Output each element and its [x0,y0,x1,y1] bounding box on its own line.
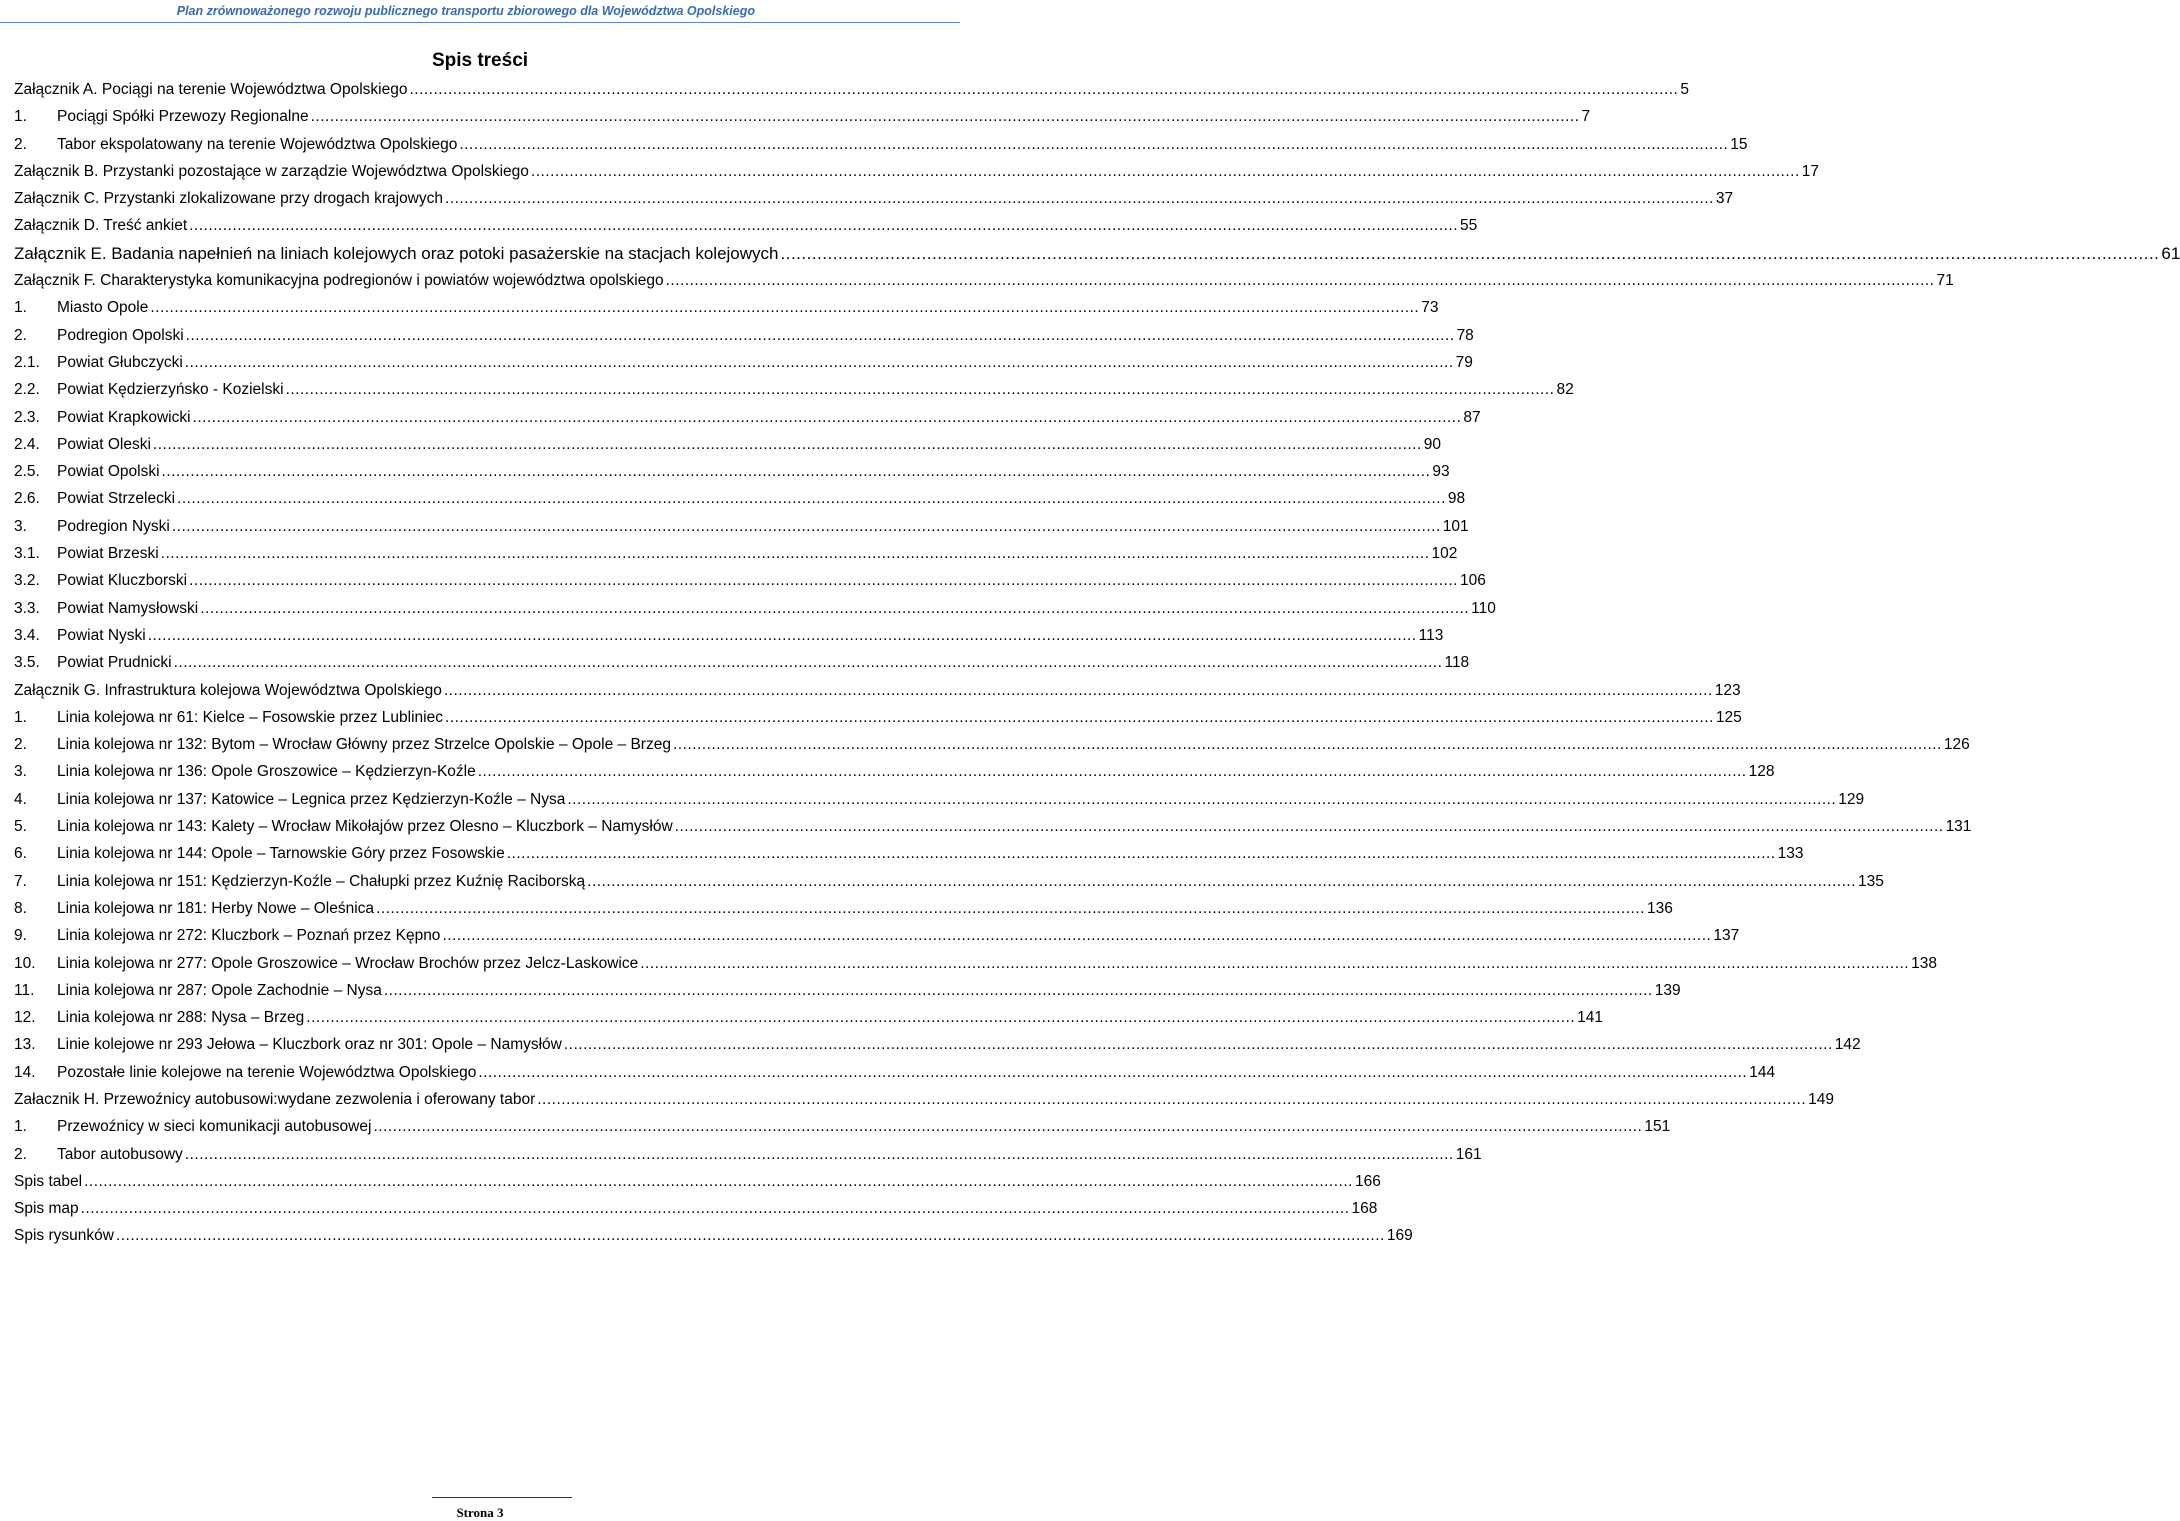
toc-entry-page: 144 [1749,1063,1776,1081]
toc-entry-number: 11. [14,981,35,999]
toc-dot-leader [151,431,1424,458]
toc-entry-title: Powiat Brzeski [57,545,159,563]
toc-entry[interactable] [14,1031,1861,1058]
toc-entry[interactable] [14,813,1972,840]
toc-entry-title: Powiat Kędzierzyńsko - Kozielski [57,381,284,399]
toc-dot-leader [191,404,1464,431]
toc-entry[interactable] [14,1168,1381,1195]
toc-dot-leader [309,103,1582,130]
toc-entry[interactable] [14,267,1954,294]
toc-entry-number: 3. [14,517,27,535]
header-divider [0,22,960,23]
toc-entry-number: 12. [14,1009,36,1027]
toc-entry-page: 123 [1714,681,1741,699]
toc-entry-page: 139 [1654,981,1681,999]
toc-entry-number: 2. [14,135,27,153]
toc-entry-page: 113 [1418,626,1444,644]
toc-entry[interactable] [14,131,1748,158]
toc-entry-title: Miasto Opole [57,299,149,317]
toc-entry-number: 3.1. [14,545,40,563]
toc-entry-page: 82 [1556,381,1574,399]
toc-entry[interactable] [14,595,1496,622]
toc-dot-leader [304,1004,1577,1031]
page-header [0,0,960,30]
toc-entry[interactable] [14,349,1473,376]
toc-entry[interactable] [14,1004,1604,1031]
toc-entry[interactable] [14,1086,1834,1113]
toc-entry[interactable] [14,677,1741,704]
toc-entry-number: 13. [14,1036,36,1054]
toc-entry-page: 126 [1943,736,1970,754]
toc-entry-number: 10. [14,954,36,972]
toc-dot-leader [184,322,1457,349]
toc-dot-leader [198,595,1471,622]
toc-entry-title: Linia kolejowa nr 151: Kędzierzyn-Koźle – Chałupki przez Kuźnię Raciborską [57,872,586,890]
toc-entry-title: Powiat Głubczycki [57,353,183,371]
toc-entry-page: 161 [1455,1145,1482,1163]
toc-dot-leader [443,185,1716,212]
toc-entry[interactable] [14,786,1865,813]
toc-entry-number: 3. [14,763,27,781]
toc-entry-number: 7. [14,872,27,890]
toc-dot-leader [779,240,2162,267]
toc-entry[interactable] [14,622,1444,649]
toc-entry-page: 142 [1834,1036,1861,1054]
toc-dot-leader [284,376,1557,403]
toc-entry[interactable] [14,103,1591,130]
page-number: Strona 3 [456,1505,504,1520]
toc-entry-page: 61 [2161,243,2180,263]
toc-entry-number: 2.5. [14,463,40,481]
toc-entry-number: 2.4. [14,435,40,453]
toc-dot-leader [585,868,1858,895]
toc-entry[interactable] [14,704,1742,731]
toc-dot-leader [443,704,1716,731]
toc-entry-title: Linia kolejowa nr 287: Opole Zachodnie – Nysa [57,981,382,999]
toc-entry-title: Załącznik F. Charakterystyka komunikacyjna podregionów i powiatów województwa opolskiego [14,272,664,290]
toc-title: Spis treści [431,50,529,71]
toc-entry-number: 2.3. [14,408,40,426]
toc-entry-title: Linia kolejowa nr 132: Bytom – Wrocław Główny przez Strzelce Opolskie – Opole – Brzeg [57,736,671,754]
toc-dot-leader [172,649,1445,676]
toc-entry[interactable] [14,76,1689,103]
toc-entry-page: 55 [1460,217,1478,235]
toc-entry[interactable] [14,322,1474,349]
toc-entry-title: Linia kolejowa nr 288: Nysa – Brzeg [57,1009,305,1027]
toc-entry-number: 2. [14,1145,27,1163]
toc-entry[interactable] [14,649,1470,676]
toc-entry-number: 2.1. [14,353,40,371]
toc-dot-leader [79,1195,1352,1222]
toc-entry[interactable] [14,294,1439,321]
toc-entry-page: 73 [1421,299,1439,317]
toc-dot-leader [148,294,1421,321]
toc-entry-page: 129 [1838,790,1865,808]
toc-entry[interactable] [14,513,1469,540]
toc-entry[interactable] [14,950,1937,977]
toc-dot-leader [114,1222,1387,1249]
toc-entry-number: 3.4. [14,626,40,644]
toc-entry-title: Załacznik H. Przewoźnicy autobusowi:wydane zezwolenia i oferowany tabor [14,1090,536,1108]
toc-entry-title: Pozostałe linie kolejowe na terenie Województwa Opolskiego [57,1063,477,1081]
toc-entry-number: 3.2. [14,572,40,590]
toc-entry[interactable] [14,868,1884,895]
toc-entry-title: Linia kolejowa nr 143: Kalety – Wrocław Mikołajów przez Olesno – Kluczbork – Namysłów [57,818,673,836]
toc-entry-number: 1. [14,108,27,126]
toc-entry-title: Powiat Strzelecki [57,490,176,508]
toc-dot-leader [457,131,1730,158]
toc-entry-number: 1. [14,708,27,726]
toc-entry-page: 128 [1748,763,1775,781]
toc-entry[interactable] [14,185,1734,212]
toc-dot-leader [565,786,1838,813]
toc-dot-leader [505,840,1778,867]
toc-entry-title: Spis map [14,1200,79,1218]
toc-entry-title: Powiat Namysłowski [57,599,199,617]
toc-entry-page: 131 [1945,818,1972,836]
toc-dot-leader [664,267,1937,294]
toc-entry[interactable] [14,922,1740,949]
toc-dot-leader [529,158,1802,185]
toc-entry-title: Powiat Prudnicki [57,654,172,672]
toc-entry[interactable] [14,840,1804,867]
toc-entry-title: Powiat Krapkowicki [57,408,191,426]
toc-entry[interactable] [14,485,1466,512]
toc-entry-title: Powiat Nyski [57,626,146,644]
toc-entry-title: Linia kolejowa nr 144: Opole – Tarnowskie Góry przez Fosowskie [57,845,505,863]
toc-entry-number: 8. [14,899,27,917]
toc-entry-page: 79 [1455,353,1473,371]
toc-dot-leader [476,1059,1749,1086]
toc-entry-page: 138 [1911,954,1937,972]
toc-entry-title: Załącznik D. Treść ankiet [14,217,188,235]
toc-entry-title: Linia kolejowa nr 272: Kluczbork – Poznań przez Kępno [57,927,441,945]
toc-dot-leader [82,1168,1355,1195]
toc-entry[interactable] [14,758,1775,785]
toc-entry[interactable] [14,977,1681,1004]
toc-entry-page: 102 [1431,545,1458,563]
toc-dot-leader [374,895,1647,922]
toc-entry-page: 141 [1577,1009,1604,1027]
toc-entry-page: 169 [1386,1227,1413,1245]
toc-entry[interactable] [14,567,1486,594]
toc-entry-number: 3.3. [14,599,40,617]
toc-entry-title: Linia kolejowa nr 137: Katowice – Legnica przez Kędzierzyn-Koźle – Nysa [57,790,566,808]
toc-entry[interactable] [14,1141,1482,1168]
toc-dot-leader [160,458,1433,485]
table-of-contents [14,76,2180,1250]
toc-dot-leader [175,485,1448,512]
toc-entry-number: 14. [14,1063,36,1081]
toc-entry[interactable] [14,431,1442,458]
toc-entry-title: Przewoźnicy w sieci komunikacji autobusowej [57,1118,372,1136]
toc-entry-number: 2. [14,326,27,344]
toc-dot-leader [407,76,1680,103]
toc-entry-title: Podregion Nyski [57,517,170,535]
toc-dot-leader [183,1141,1456,1168]
toc-entry[interactable] [14,212,1478,239]
toc-entry-title: Powiat Kluczborski [57,572,188,590]
toc-entry-page: 110 [1471,599,1496,617]
toc-entry-page: 101 [1442,517,1469,535]
toc-entry[interactable] [14,1195,1378,1222]
toc-entry-number: 5. [14,818,27,836]
toc-entry-title: Powiat Opolski [57,463,160,481]
toc-dot-leader [170,513,1443,540]
toc-entry-page: 137 [1713,927,1740,945]
toc-entry-page: 78 [1456,326,1474,344]
toc-dot-leader [562,1031,1835,1058]
toc-entry-page: 5 [1680,81,1689,98]
toc-entry-number: 3.5. [14,654,40,672]
toc-entry-title: Tabor autobusowy [57,1145,183,1163]
toc-entry[interactable] [14,404,1481,431]
toc-dot-leader [638,950,1911,977]
toc-entry-title: Linia kolejowa nr 61: Kielce – Fosowskie przez Lubliniec [57,708,443,726]
toc-entry-page: 118 [1444,654,1470,672]
toc-entry-page: 37 [1715,190,1734,208]
toc-entry-page: 136 [1646,899,1673,917]
toc-entry[interactable] [14,540,1458,567]
toc-dot-leader [671,731,1944,758]
toc-entry-title: Załącznik A. Pociągi na terenie Województwa Opolskiego [14,81,408,98]
toc-dot-leader [371,1113,1644,1140]
toc-dot-leader [442,677,1715,704]
toc-entry-number: 2.6. [14,490,40,508]
toc-entry-page: 98 [1447,490,1466,508]
toc-entry[interactable] [14,240,2180,267]
toc-entry-title: Spis rysunków [14,1227,114,1245]
toc-entry-title: Spis tabel [14,1172,83,1190]
toc-entry-number: 6. [14,845,27,863]
toc-entry-number: 4. [14,790,27,808]
toc-entry[interactable] [14,458,1450,485]
toc-entry-title: Linie kolejowe nr 293 Jełowa – Kluczbork oraz nr 301: Opole – Namysłów [57,1036,562,1054]
toc-dot-leader [476,758,1749,785]
toc-entry-page: 106 [1459,572,1486,590]
toc-entry-page: 7 [1581,108,1591,126]
toc-entry-title: Załącznik C. Przystanki zlokalizowane przy drogach krajowych [14,190,443,208]
toc-entry-title: Załącznik B. Przystanki pozostające w zarządzie Województwa Opolskiego [14,162,529,180]
toc-entry[interactable] [14,1113,1671,1140]
toc-entry-number: 1. [14,1118,27,1136]
toc-entry[interactable] [14,376,1574,403]
toc-entry-page: 90 [1423,435,1442,453]
toc-entry-number: 2.2. [14,381,40,399]
toc-dot-leader [187,567,1460,594]
toc-entry-title: Tabor ekspolatowany na terenie Województwa Opolskiego [57,135,458,153]
toc-entry[interactable] [14,895,1673,922]
toc-entry-title: Załącznik E. Badania napełnień na liniach kolejowych oraz potoki pasażerskie na stacjach kolejowych [14,243,779,263]
toc-dot-leader [187,212,1460,239]
toc-entry-page: 71 [1936,272,1954,290]
toc-entry-page: 133 [1777,845,1804,863]
toc-entry-page: 15 [1730,135,1748,153]
toc-entry-title: Linia kolejowa nr 181: Herby Nowe – Oleśnica [57,899,375,917]
toc-entry-title: Linia kolejowa nr 277: Opole Groszowice – Wrocław Brochów przez Jelcz-Laskowice [57,954,639,972]
toc-dot-leader [146,622,1419,649]
toc-entry[interactable] [14,1059,1776,1086]
toc-entry-title: Pociągi Spółki Przewozy Regionalne [57,108,309,126]
toc-entry-page: 166 [1354,1172,1381,1190]
toc-dot-leader [183,349,1456,376]
toc-dot-leader [382,977,1655,1004]
toc-entry-page: 168 [1351,1200,1378,1218]
toc-entry[interactable] [14,158,1820,185]
toc-entry-page: 125 [1715,708,1742,726]
toc-entry-title: Podregion Opolski [57,326,184,344]
toc-entry-page: 151 [1644,1118,1671,1136]
toc-entry-number: 9. [14,927,27,945]
toc-entry-title: Powiat Oleski [57,435,151,453]
toc-entry-title: Załącznik G. Infrastruktura kolejowa Województwa Opolskiego [14,681,442,699]
toc-entry-number: 2. [14,736,27,754]
toc-entry-page: 87 [1463,408,1481,426]
toc-entry-number: 1. [14,299,27,317]
toc-entry-page: 17 [1801,162,1820,180]
toc-entry[interactable] [14,731,1970,758]
header-title: Plan zrównoważonego rozwoju publicznego transportu zbiorowego dla Województwa Opolskiego [176,4,755,18]
toc-dot-leader [440,922,1713,949]
toc-entry-page: 135 [1858,872,1884,890]
footer-divider [432,1497,572,1498]
toc-entry-title: Linia kolejowa nr 136: Opole Groszowice – Kędzierzyn-Koźle [57,763,476,781]
toc-dot-leader [159,540,1432,567]
toc-dot-leader [535,1086,1808,1113]
toc-entry[interactable] [14,1222,1413,1249]
toc-entry-page: 93 [1432,463,1450,481]
toc-entry-page: 149 [1808,1090,1834,1108]
toc-dot-leader [673,813,1946,840]
